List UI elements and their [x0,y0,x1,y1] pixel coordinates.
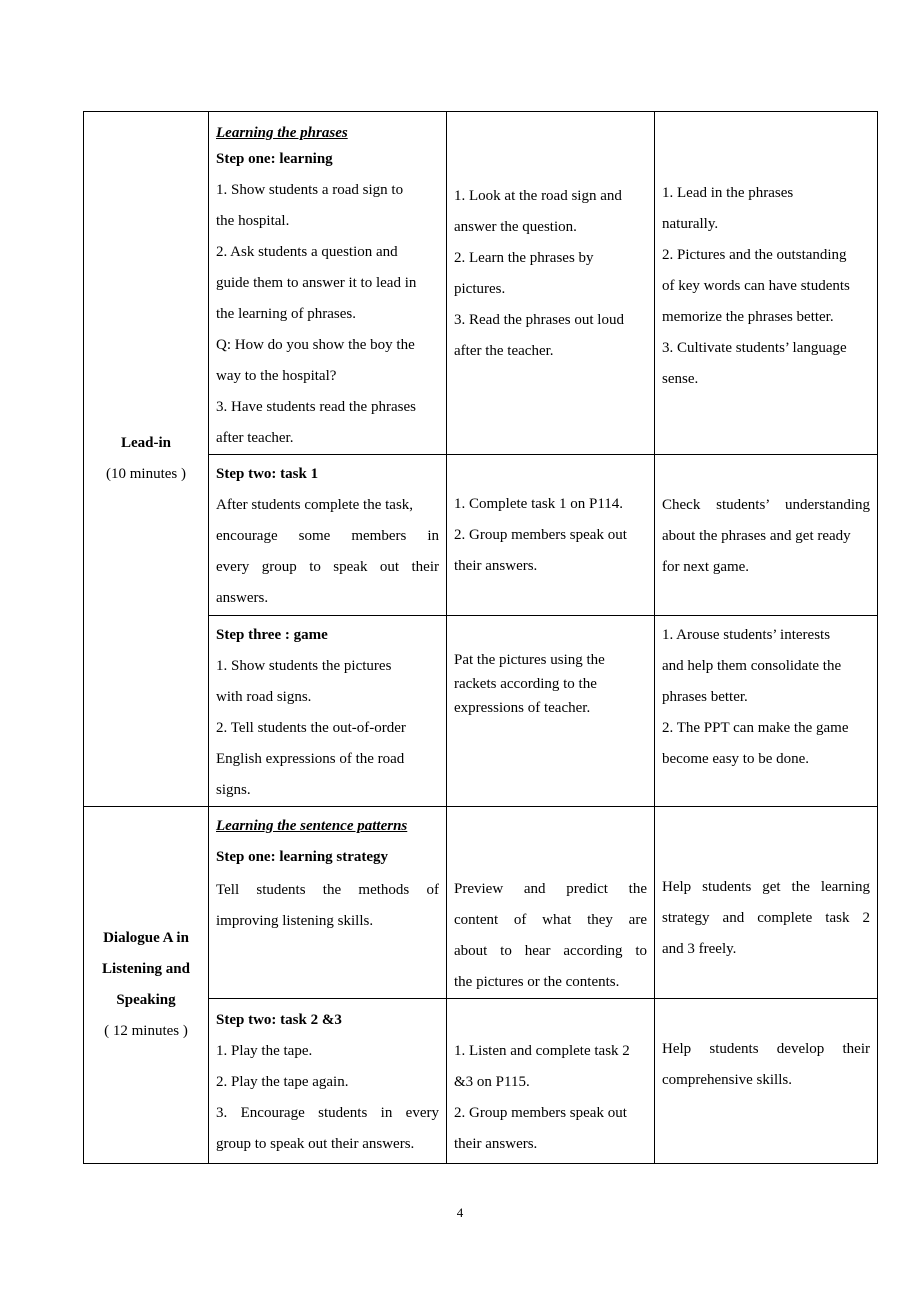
student-activity-cell [447,455,655,616]
student-line: about to hear according to [454,943,647,959]
purpose-line: 1. Arouse students’ interests [662,627,831,643]
student-activity-cell [447,616,655,807]
purpose-cell [655,807,878,999]
student-line: rackets according to the [454,676,597,692]
purpose-cell [655,112,878,455]
step-heading: Step one: learning [216,151,333,167]
student-line: after the teacher. [454,343,554,359]
step-heading: Step two: task 1 [216,466,319,482]
purpose-line: for next game. [662,559,750,575]
student-line: content of what they are [454,912,647,928]
teacher-line: Q: How do you show the boy the [216,337,415,353]
teacher-line: 2. Tell students the out-of-order [216,720,406,736]
teacher-activity-cell [209,616,447,807]
purpose-line: of key words can have students [662,278,850,294]
table-row [84,807,878,999]
purpose-line: memorize the phrases better. [662,309,834,325]
teacher-line: way to the hospital? [216,368,337,384]
student-line: 3. Read the phrases out loud [454,312,624,328]
teacher-line: group to speak out their answers. [216,1136,415,1152]
stage-title-line: Dialogue A in [103,930,189,946]
stage-cell-dialogue-a [84,807,209,1164]
stage-cell-lead-in [84,112,209,807]
teacher-line: signs. [216,782,251,798]
purpose-line: strategy and complete task 2 [662,910,870,926]
purpose-cell [655,999,878,1164]
section-heading: Learning the phrases [216,125,348,141]
stage-duration: ( 12 minutes ) [104,1023,188,1039]
student-line: expressions of teacher. [454,700,591,716]
student-line: 1. Complete task 1 on P114. [454,495,624,512]
step-heading: Step two: task 2 &3 [216,1012,342,1028]
teacher-line: 1. Show students a road sign to [216,182,404,198]
purpose-line: become easy to be done. [662,751,810,767]
student-line: 2. Group members speak out [454,1105,627,1121]
student-line: the pictures or the contents. [454,974,620,990]
purpose-line: phrases better. [662,689,748,705]
student-line: Preview and predict the [454,881,647,897]
teacher-line: After students complete the task, [216,497,414,513]
purpose-line: 2. Pictures and the outstanding [662,247,847,263]
purpose-line: and help them consolidate the [662,658,842,674]
teacher-line: every group to speak out their [216,559,439,575]
purpose-line: 1. Lead in the phrases [662,185,794,201]
purpose-line: about the phrases and get ready [662,528,851,544]
teacher-activity-cell [209,999,447,1164]
stage-title-line: Listening and [102,961,190,977]
purpose-line: 3. Cultivate students’ language [662,340,847,356]
purpose-line: Check students’ understanding [662,497,870,513]
student-line: 1. Listen and complete task 2 [454,1043,630,1059]
student-line: 2. Learn the phrases by [454,250,594,266]
stage-title: Lead-in [120,435,171,451]
purpose-line: Help students get the learning [662,879,870,895]
teacher-line: 3. Encourage students in every [216,1105,439,1121]
purpose-line: comprehensive skills. [662,1072,792,1088]
student-line: 2. Group members speak out [454,526,627,543]
teacher-line: 3. Have students read the phrases [216,399,416,415]
teacher-line: the learning of phrases. [216,306,356,322]
student-activity-cell [447,999,655,1164]
teacher-line: 1. Show students the pictures [216,658,392,674]
purpose-line: sense. [662,371,699,387]
student-activity-cell [447,112,655,455]
teacher-line: guide them to answer it to lead in [216,275,417,291]
lesson-plan-table [83,111,878,1164]
table-row [84,112,878,455]
step-heading: Step one: learning strategy [216,849,389,865]
purpose-line: Help students develop their [662,1041,870,1057]
student-line: &3 on P115. [454,1074,530,1090]
step-heading: Step three : game [216,627,328,643]
section-heading: Learning the sentence patterns [216,818,408,834]
page-number: 4 [456,1205,464,1220]
teacher-activity-cell [209,112,447,455]
teacher-line: 2. Play the tape again. [216,1074,349,1090]
student-line: their answers. [454,557,538,574]
purpose-cell [655,455,878,616]
teacher-line: the hospital. [216,213,290,229]
teacher-activity-cell [209,455,447,616]
teacher-line: Tell students the methods of [216,882,439,898]
purpose-cell [655,616,878,807]
student-line: their answers. [454,1136,538,1152]
teacher-line: 1. Play the tape. [216,1043,313,1059]
student-line: answer the question. [454,219,577,235]
student-line: Pat the pictures using the [454,652,605,668]
teacher-line: encourage some members in [216,528,439,544]
teacher-line: with road signs. [216,689,312,705]
student-line: pictures. [454,281,506,297]
purpose-line: and 3 freely. [662,941,737,957]
student-activity-cell [447,807,655,999]
teacher-line: English expressions of the road [216,751,405,767]
stage-duration: (10 minutes ) [106,466,186,482]
teacher-line: answers. [216,590,269,606]
student-line: 1. Look at the road sign and [454,188,622,204]
purpose-line: 2. The PPT can make the game [662,720,849,736]
teacher-line: after teacher. [216,430,294,446]
stage-title-line: Speaking [116,992,176,1008]
purpose-line: naturally. [662,216,719,232]
teacher-activity-cell [209,807,447,999]
teacher-line: 2. Ask students a question and [216,244,398,260]
teacher-line: improving listening skills. [216,913,374,929]
